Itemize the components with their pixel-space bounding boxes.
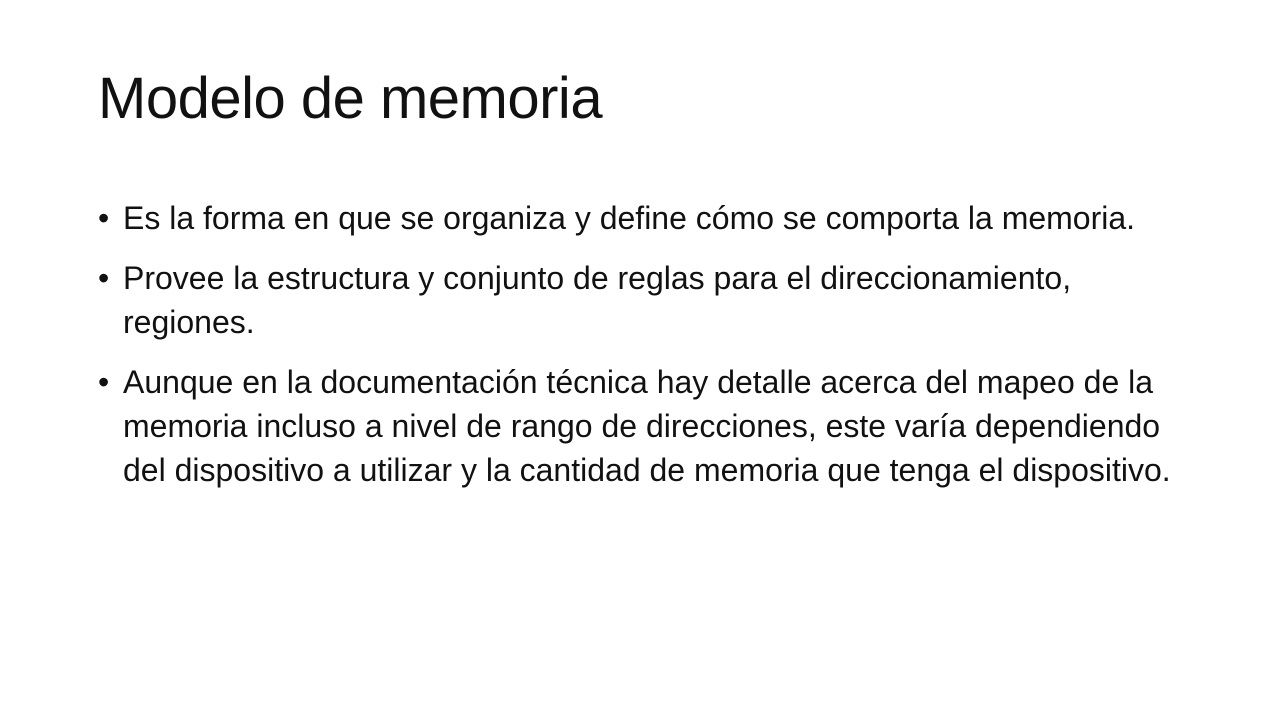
bullet-text: Provee la estructura y conjunto de reglas para el direccionamiento, regiones. [123,260,1072,340]
bullet-icon: • [98,260,110,296]
bullet-item [98,360,1183,492]
bullet-list [98,196,1183,508]
bullet-text: Es la forma en que se organiza y define cómo se comporta la memoria. [123,200,1136,236]
bullet-item [98,256,1183,344]
bullet-icon: • [98,364,110,400]
slide-title: Modelo de memoria [98,66,603,131]
bullet-icon: • [98,200,110,236]
bullet-item [98,196,1183,240]
bullet-text: Aunque en la documentación técnica hay detalle acerca del mapeo de la memoria incluso a nivel de rango de direcciones, este varía dependiendo del dispositivo a utilizar y la cantidad de memoria que tenga el dispositivo. [123,364,1171,488]
